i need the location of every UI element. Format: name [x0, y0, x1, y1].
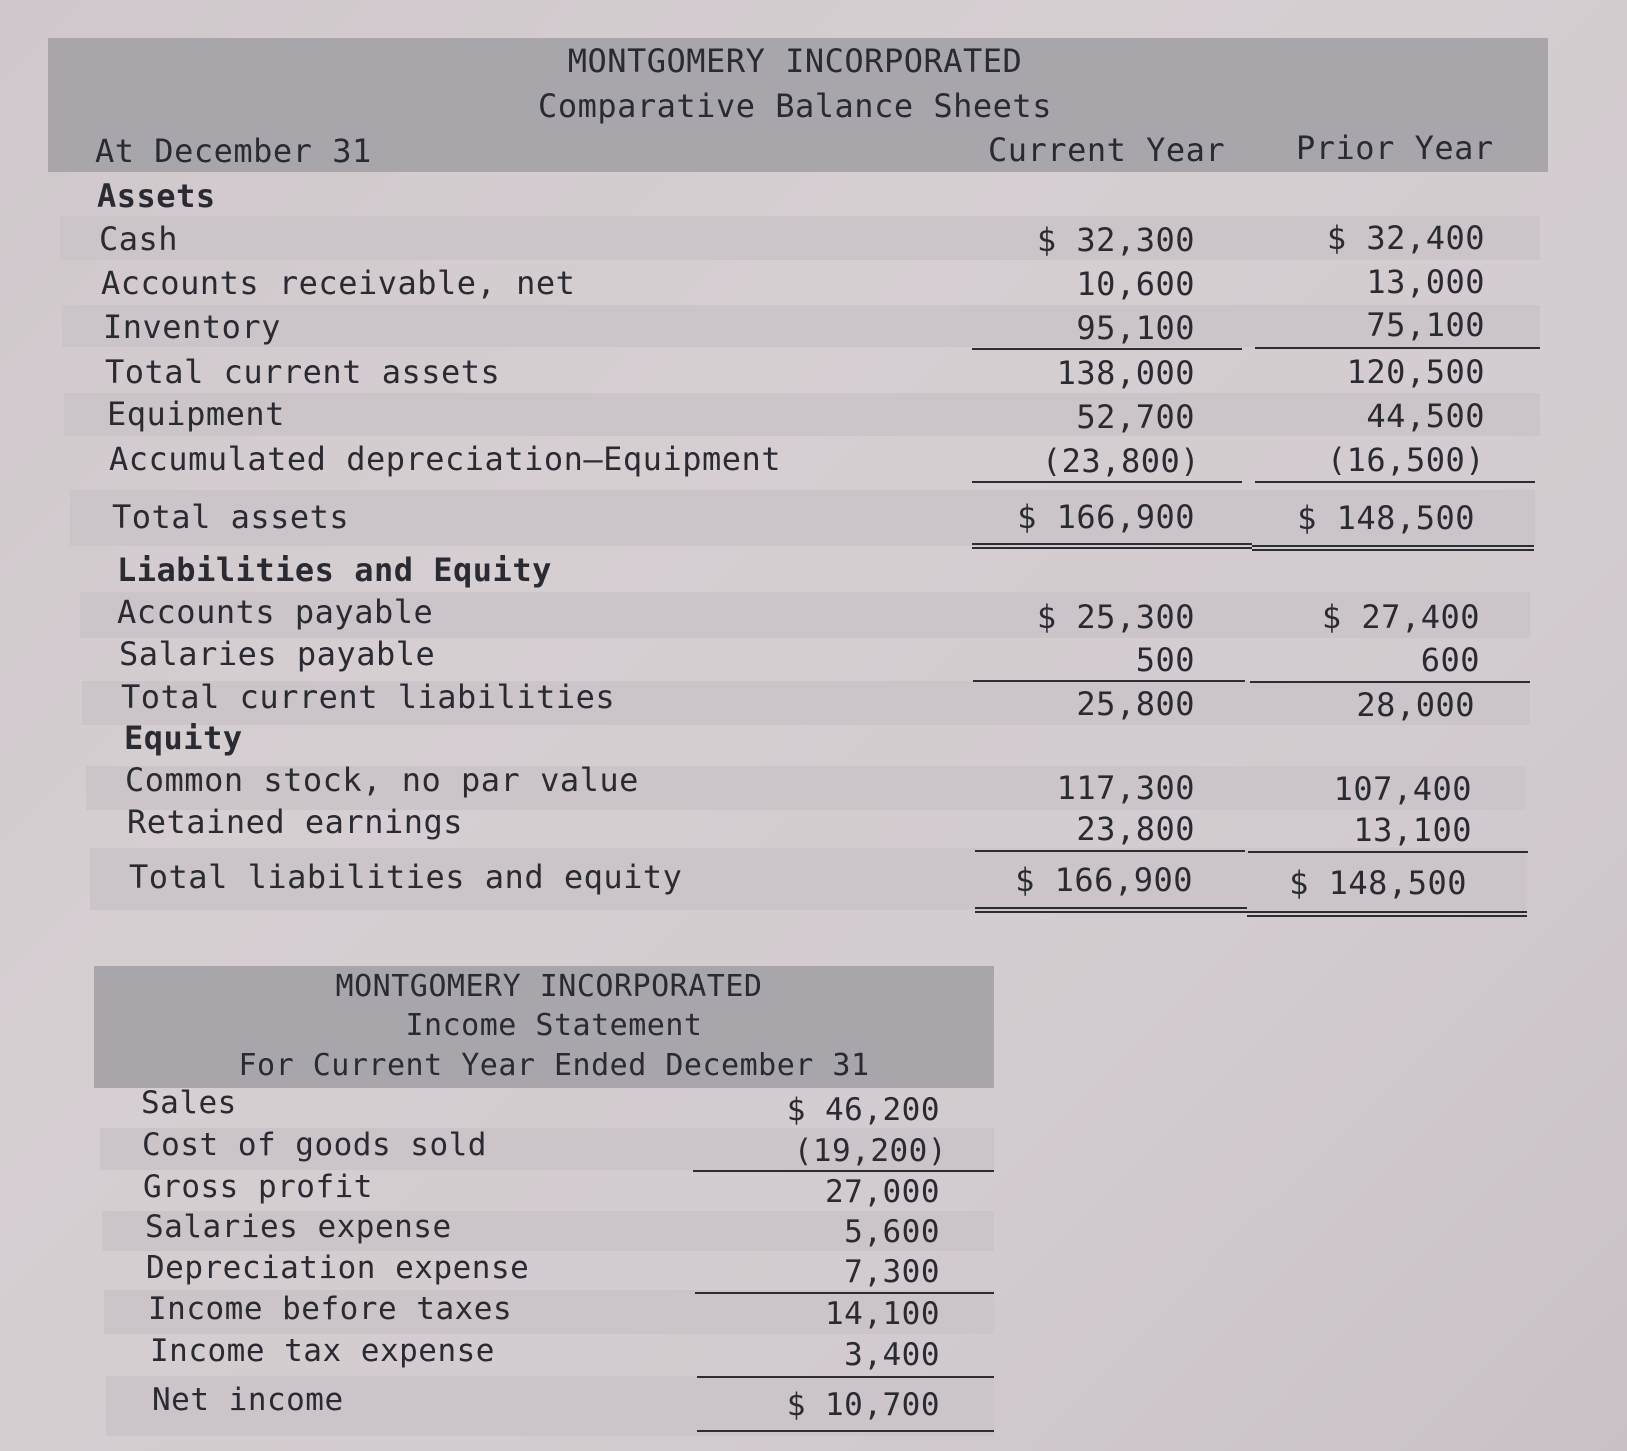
is-value-income-before-taxes: 14,100: [825, 1296, 940, 1332]
is-label-gross-profit: Gross profit: [143, 1169, 373, 1205]
double-rule-total-liabilities-equity-prior: [1247, 911, 1527, 917]
rule-total-liabilities-equity-prior: [1248, 851, 1528, 853]
asset-current-accumulated-depreciation: (23,800): [1041, 442, 1200, 480]
asset-prior-total-current-assets: 120,500: [1346, 353, 1485, 391]
rule-current-liabilities-current: [973, 680, 1245, 682]
equity-label-total-liabilities-equity: Total liabilities and equity: [129, 858, 683, 896]
column-header-current-year: Current Year: [988, 131, 1226, 169]
equity-heading: Equity: [124, 719, 243, 757]
liability-prior-total-current-liabilities: 28,000: [1356, 686, 1475, 724]
balance-sheet-title: Comparative Balance Sheets: [538, 87, 1052, 125]
is-label-sales: Sales: [141, 1085, 237, 1121]
is-label-depreciation-expense: Depreciation expense: [146, 1250, 530, 1286]
asset-label-cash: Cash: [99, 220, 179, 258]
liability-current-salaries-payable: 500: [1135, 641, 1195, 679]
liability-label-salaries-payable: Salaries payable: [119, 635, 436, 673]
rule-total-assets-prior: [1255, 481, 1535, 483]
double-rule-total-liabilities-equity-current: [975, 907, 1247, 913]
balance-sheet-company: MONTGOMERY INCORPORATED: [567, 42, 1023, 80]
asset-prior-cash: $ 32,400: [1326, 219, 1485, 257]
asset-prior-accumulated-depreciation: (16,500): [1326, 441, 1485, 479]
equity-prior-common-stock: 107,400: [1333, 770, 1472, 808]
is-value-income-tax-expense: 3,400: [844, 1337, 940, 1373]
equity-current-retained-earnings: 23,800: [1076, 810, 1195, 848]
is-rule-net-income-bottom: [697, 1430, 994, 1432]
rule-total-liabilities-equity-current: [975, 850, 1245, 852]
asset-label-total-assets: Total assets: [112, 498, 350, 536]
asset-current-inventory: 95,100: [1076, 309, 1195, 347]
equity-label-retained-earnings: Retained earnings: [127, 803, 464, 841]
asset-label-inventory: Inventory: [103, 308, 281, 346]
rule-current-assets-prior: [1255, 347, 1540, 349]
asset-prior-equipment: 44,500: [1366, 397, 1485, 435]
column-header-prior-year: Prior Year: [1296, 129, 1494, 167]
asset-label-accounts-receivable: Accounts receivable, net: [101, 264, 576, 302]
liabilities-equity-heading: Liabilities and Equity: [117, 551, 552, 589]
income-statement-title: Income Statement: [405, 1008, 703, 1043]
asset-current-accounts-receivable: 10,600: [1076, 265, 1195, 303]
rule-current-liabilities-prior: [1250, 681, 1530, 683]
asset-current-total-assets: $ 166,900: [1017, 498, 1195, 536]
equity-current-total-liabilities-equity: $ 166,900: [1015, 861, 1193, 899]
asset-prior-total-assets: $ 148,500: [1297, 499, 1475, 537]
liability-prior-accounts-payable: $ 27,400: [1321, 598, 1480, 636]
income-statement-period: For Current Year Ended December 31: [238, 1048, 870, 1083]
asset-current-total-current-assets: 138,000: [1056, 354, 1195, 392]
is-rule-net-income: [697, 1376, 994, 1378]
is-value-gross-profit: 27,000: [825, 1174, 940, 1210]
is-label-income-tax-expense: Income tax expense: [150, 1333, 495, 1369]
is-label-income-before-taxes: Income before taxes: [148, 1291, 513, 1327]
is-value-salaries-expense: 5,600: [844, 1214, 940, 1250]
asset-prior-inventory: 75,100: [1366, 306, 1485, 344]
asset-current-equipment: 52,700: [1076, 398, 1195, 436]
liability-label-total-current-liabilities: Total current liabilities: [121, 678, 616, 716]
is-value-cost-of-goods-sold: (19,200): [793, 1133, 947, 1169]
is-value-sales: $ 46,200: [786, 1092, 940, 1128]
double-rule-total-assets-prior: [1252, 545, 1534, 551]
liability-current-total-current-liabilities: 25,800: [1076, 685, 1195, 723]
liability-label-accounts-payable: Accounts payable: [117, 593, 434, 631]
is-value-net-income: $ 10,700: [786, 1387, 940, 1423]
equity-label-common-stock: Common stock, no par value: [125, 761, 639, 799]
double-rule-total-assets-current: [972, 543, 1252, 549]
balance-sheet-date-label: At December 31: [95, 132, 372, 170]
liability-prior-salaries-payable: 600: [1420, 641, 1480, 679]
is-label-salaries-expense: Salaries expense: [145, 1209, 452, 1245]
equity-prior-total-liabilities-equity: $ 148,500: [1289, 864, 1467, 902]
asset-label-equipment: Equipment: [107, 395, 285, 433]
income-statement-company: MONTGOMERY INCORPORATED: [335, 969, 763, 1004]
is-label-net-income: Net income: [152, 1382, 344, 1418]
asset-prior-accounts-receivable: 13,000: [1366, 263, 1485, 301]
rule-total-assets-current: [972, 481, 1242, 483]
assets-heading: Assets: [97, 177, 216, 215]
asset-label-accumulated-depreciation: Accumulated depreciation—Equipment: [109, 440, 782, 478]
equity-current-common-stock: 117,300: [1056, 769, 1195, 807]
rule-current-assets-current: [972, 348, 1242, 350]
is-value-depreciation-expense: 7,300: [844, 1254, 940, 1290]
asset-current-cash: $ 32,300: [1036, 221, 1195, 259]
is-label-cost-of-goods-sold: Cost of goods sold: [142, 1127, 487, 1163]
liability-current-accounts-payable: $ 25,300: [1036, 598, 1195, 636]
equity-prior-retained-earnings: 13,100: [1353, 811, 1472, 849]
asset-label-total-current-assets: Total current assets: [105, 353, 501, 391]
